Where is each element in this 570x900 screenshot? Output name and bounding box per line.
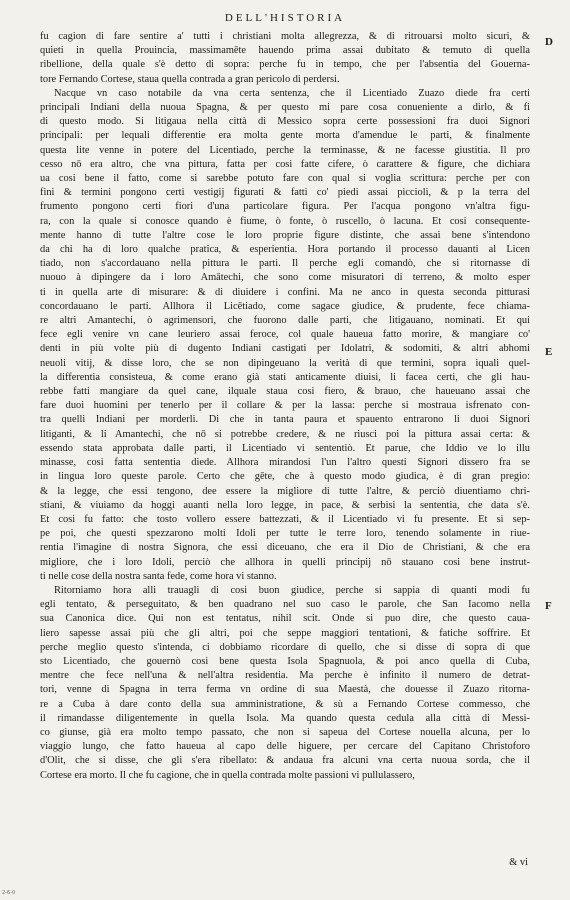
text-line: neuoli vitij, & disse loro, che se non dipingeuano la verità di que termini, sopra iquali quel- — [40, 357, 530, 369]
text-line: essendo stata approbata dalle parti, il Licentiado vi sententiò. Et parue, che Iddio ve lo illu — [40, 442, 530, 454]
text-line: principali: per lequali differentie era molta gente morta d'amendue le parti, & finalmente — [40, 130, 530, 142]
text-line: Et cosi fu fatto: che tosto vollero essere battezzati, & il Licentiado vi fu presente. Et si sep- — [40, 513, 530, 525]
text-line: tra quelli Indiani per morderli. Di che in tanta paura et spauento entrarono li duoi Signori — [40, 414, 530, 426]
running-head: DELL'HISTORIA — [224, 12, 346, 24]
margin-letter-e: E — [545, 346, 553, 358]
text-line: frumento pongono certi fiori d'una particolare figura. Per l'acqua pongono vn'altra figu- — [40, 201, 530, 213]
text-line: tore Fernando Cortese, staua quella contrada a gran pericolo di perdersi. — [40, 73, 340, 85]
text-line: da chi ha di loro qualche pratica, & esperientia. Hora portando il processo dauanti al Licen — [40, 244, 530, 256]
body-text — [40, 30, 530, 783]
text-line: nuouo à dipingere da i loro Amātechi, che sono come misuratori di terreno, & molto esper — [40, 272, 530, 284]
text-line: ti nelle cose della nostra santa fede, come hora vi stanno. — [40, 570, 277, 582]
margin-letter-d: D — [545, 36, 553, 48]
text-line: tiado, non s'accordauano nella pittura le parti. Il perche egli comandò, che si ritornasse di — [40, 258, 530, 270]
text-line: il rimandasse diligentemente in quella Isola. Ma quando questa cedula alla città di Messi- — [40, 712, 530, 724]
text-line: rebbe fatti mangiare da quel cane, ilquale staua cosi fiero, & brauo, che haueuano assai che — [40, 386, 530, 398]
text-line: liero sapesse assai più che gli altri, poi che seppe maggiori tentationi, & fatiche soffrire. Et — [40, 627, 530, 639]
text-line: la differentia consisteua, & come erano già stati anticamente diuisi, li facea certi, che gli hau- — [40, 371, 530, 383]
text-line: denti in più volte più di dugento Indiani castigati per Idolatri, & sodomiti, & altri abhomi — [40, 343, 530, 355]
text-line: cesso nō era altro, che vna pittura, fatta per cosi fatte cifere, ò carattere & figure, che dichiara — [40, 158, 530, 170]
text-line: Cortese era morto. Il che fu cagione, che in quella contrada molte passioni vi pullulassero, — [40, 769, 415, 781]
text-line: in lingua loro queste parole. Certo che gēte, che à questo modo giudica, è di gran pregio: — [40, 471, 530, 483]
text-line: concordauano le parti. Allhora il Licētiado, come sagace giudice, & prudente, fece chiama- — [40, 300, 530, 312]
text-line: questa lite venne in potere del Licentiado, perche la terminasse, & ne facesse giustitia. Il pro — [40, 144, 530, 156]
text-line: perche meglio questo s'intenda, ci dobbiamo ricordare di quello, che si disse di sopra di que — [40, 641, 530, 653]
text-line: Ritorniamo hora alli trauagli di cosi buon giudice, perche si sappia di quanti modi fu — [54, 584, 530, 596]
text-line: ra, con la quale si conosce quando è fiume, ò fonte, ò ruscello, ò lacuna. Et cosi consequente- — [40, 215, 530, 227]
text-line: re altri Amantechi, ò agrimensori, che fuorono dalle parti, che litigauano, nominati. Et qui — [40, 315, 530, 327]
text-line: fece egli venire vn cane leuriero assai feroce, col quale haueua fatto morire, & mangiare co' — [40, 329, 530, 341]
text-line: rentia l'imagine di nostra Signora, che essi diceuano, che era il Dio de Christiani, & che era — [40, 542, 530, 554]
text-line: migliore, che i loro Idoli, perciò che allhora in quelli principij nō stauano cosi bene instrut- — [40, 556, 530, 568]
text-line: & la legge, che essi tengono, dee essere la migliore di tutte l'altre, & perciò diuentiamo chri- — [40, 485, 530, 497]
text-line: ua cosi bene il fatto, come si sarebbe potuto fare con qual si voglia scrittura: perche per con — [40, 173, 530, 185]
text-line: co giunse, già era molto tempo passato, che non si sapeua del Cortese nouella alcuna, per lo — [40, 726, 530, 738]
text-line: fare duoi huomini per tenerlo per il collare & per la lassa: perche si mostraua isfrenato con- — [40, 400, 530, 412]
text-line: d'Olit, che si disse, che gli s'era ribellato: & andaua fra alcuni vna certa nuoua sorda, che il — [40, 755, 530, 767]
text-line: ribellione, della quale s'è detto di sopra: perche fu in tempo, che per l'absentia del Gouerna- — [40, 59, 530, 71]
text-line: di questo modo. Si litigaua nella città di Messico sopra certe possessioni fra duoi Signori — [40, 116, 530, 128]
text-line: Nacque vn caso notabile da vna certa sentenza, che il Licentiado Zuazo diede fra certi — [54, 87, 530, 99]
text-line: pe poi, che questi spezzarono molti Idoli per tutte le terre loro, tenendo solamente in riue- — [40, 528, 530, 540]
text-line: mentre che fece nell'una & nell'altra residentia. Ma perche è infinito il numero de detrat- — [40, 670, 530, 682]
text-line: sto Licentiado, che gouernò cosi bene questa Isola Spagnuola, & poi anco quella di Cuba, — [40, 655, 530, 667]
text-line: sua Canonica dice. Qui non est tentatus, nihil scit. Onde si puo dire, che questo caua- — [40, 613, 530, 625]
footer-reference: 2-6-0 — [2, 890, 16, 896]
text-line: tori, venne di Spagna in terra ferma vn ordine di sua Maestà, che douesse il Zuazo ritorna- — [40, 684, 530, 696]
catchword: & vi — [509, 857, 528, 868]
text-line: fu cagion di fare sentire a' tutti i christiani molta allegrezza, & di ritrouarsi molto sicuri, & — [40, 31, 530, 42]
text-line: principali Indiani della nuoua Spagna, & per questo mi pare cosa conueniente a dirlo, & fi — [40, 102, 530, 114]
text-line: stiani, & viuiamo da hoggi auanti nella loro legge, in pace, & serbisi la sententia, che data s'è. — [40, 499, 530, 511]
text-line: fini & termini pongono certi vestigij figurati & fatti co' piedi assai piccioli, & p la terra del — [40, 187, 530, 199]
text-line: litiganti, & li Amantechi, che nō si potrebbe credere, & ne riusci poi la pittura assai certa: & — [40, 428, 530, 440]
text-line: minasse, cosi fatta sententia diede. Allhora mirandosi l'un l'altro questi Signori dissero fra se — [40, 457, 530, 469]
margin-letter-f: F — [545, 600, 552, 612]
text-line: egli tentato, & perseguitato, & ben quadrano nel suo caso le parole, che San Iacomo nella — [40, 599, 530, 611]
text-line: re a Cuba à dare conto della sua amministratione, & sù a Fernando Cortese commesso, che — [40, 698, 530, 710]
text-line: quieti in quella Prouincia, massimamēte hauendo prima assai dubitato & temuto di quella — [40, 45, 530, 57]
text-line: viaggio lungo, che fatto haueua al capo delle higuere, per cercare del Capitano Christoforo — [40, 741, 530, 753]
text-line: mente hanno di tutte l'altre cose le loro proprie figure distinte, che assai bene s'intendono — [40, 229, 530, 241]
text-line: ti in quella arte di misurare: & di diuidere i confini. Ma ne anco in questa seconda pitturasi — [40, 286, 530, 298]
